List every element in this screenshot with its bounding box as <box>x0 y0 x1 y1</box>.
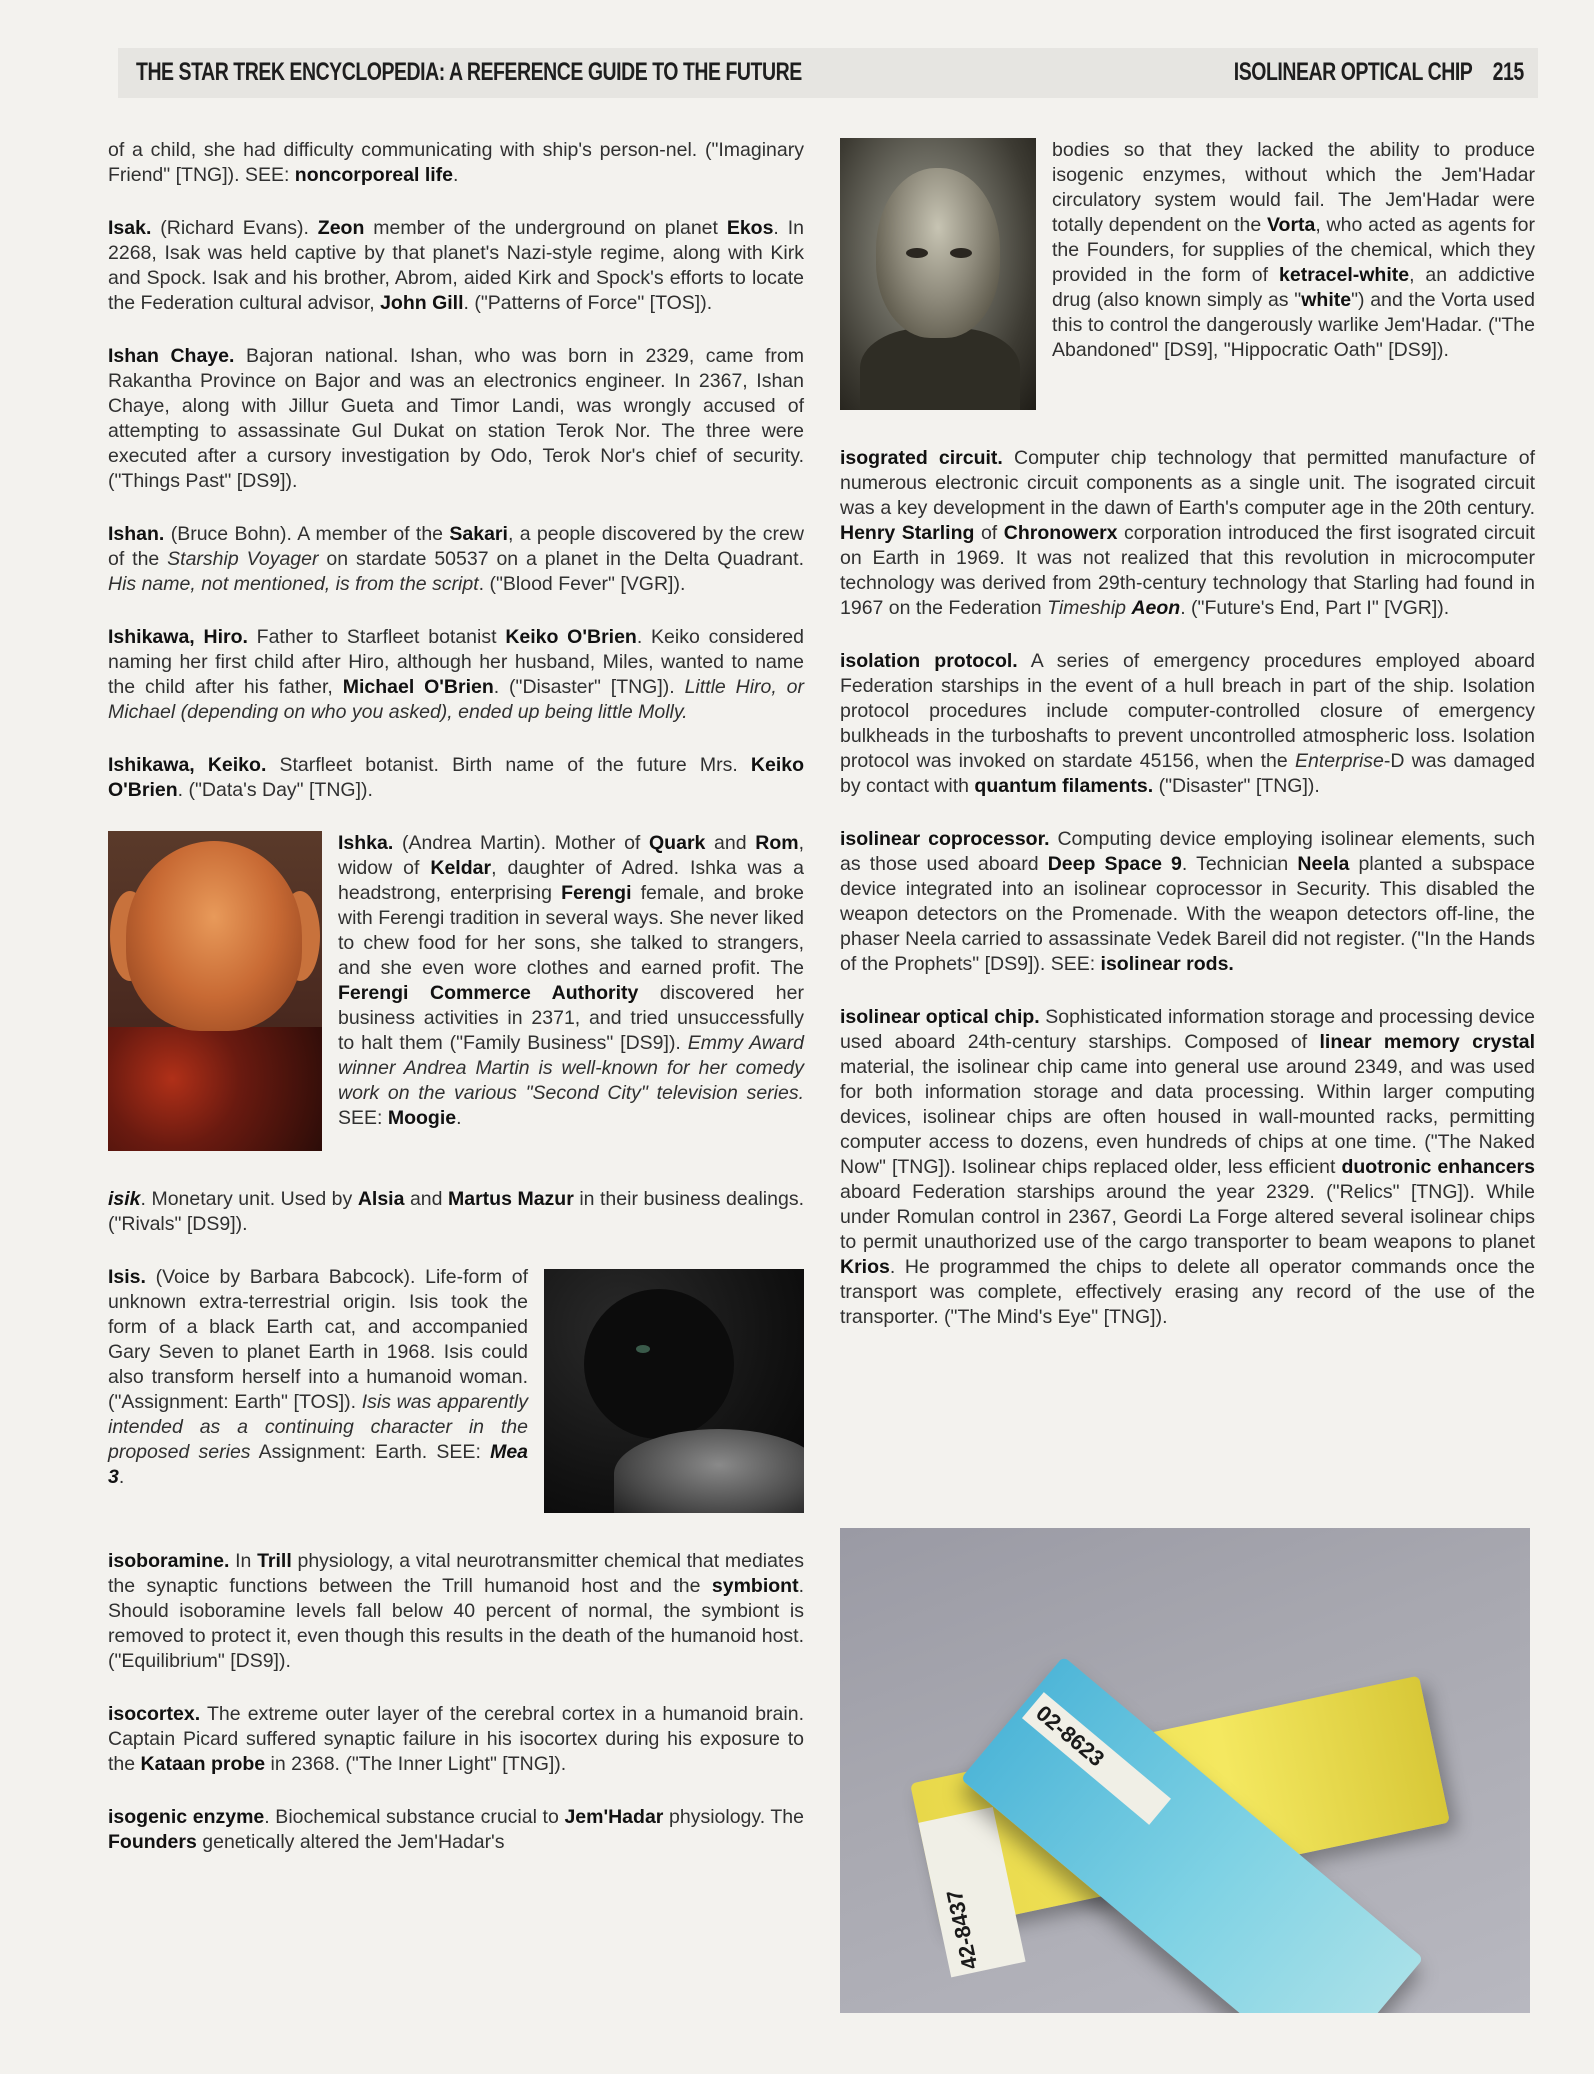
entry-ishan-chaye: Ishan Chaye. Bajoran national. Ishan, who was born in 2329, came from Rakantha Province on Bajor and was an electronics engineer. In 2367, Ishan Chaye, along with Jillur Gueta and Timor Landi, was wrongly accused of attempting to assassinate Gul Dukat on station Terok Nor. The three were executed after a cursory investigation by Odo, Terok Nor's chief of security. ("Things Past" [DS9]). <box>108 345 805 492</box>
right-column <box>840 138 1535 1358</box>
page-number: 215 <box>1492 58 1524 86</box>
blue-chip-label: 02-8623 <box>1022 1692 1171 1825</box>
entry-isogenic-enzyme-continued: bodies so that they lacked the ability to produce isogenic enzymes, without which the Jem'Hadar circulatory system would fail. The Jem'Hadar were totally dependent on the Vorta, who acted as agents for the Founders, for supplies of the chemical, which they provided in the form of ketracel-white, an addictive drug (also known simply as "white") and the Vorta used this to control the dangerously warlike Jem'Hadar. ("The Abandoned" [DS9], "Hippocratic Oath" [DS9]). <box>840 138 1535 418</box>
entry-isoboramine: isoboramine. In Trill physiology, a vital neurotransmitter chemical that mediates the synaptic functions between the Trill humanoid host and the symbiont. Should isoboramine levels fall below 40 percent of normal, the symbiont is removed to protect it, even though this results in the death of the humanoid host. ("Equilibrium" [DS9]). <box>108 1550 804 1672</box>
entry-isocortex: isocortex. The extreme outer layer of the cerebral cortex in a humanoid brain. Captain Picard suffered synaptic failure in his isocortex during his exposure to the Kataan probe in 2368. ("The Inner Light" [TNG]). <box>108 1703 804 1775</box>
entry-isolinear-optical-chip: isolinear optical chip. Sophisticated information storage and processing device used aboard 24th-century starships. Composed of linear memory crystal material, the isolinear chip came into general use around 2349, and was used for both information storage and data processing. Within larger computing devices, isolinear chips are often housed in wall-mounted racks, permitting computer access to dozens, even hundreds of chips at one time. ("The Naked Now" [TNG]). Isolinear chips replaced older, less efficient duotronic enhancers aboard Federation starships around the year 2329. ("Relics" [TNG]). While under Romulan control in 2367, Geordi La Forge altered several isolinear chips to permit unauthorized use of the cargo transporter to beam weapons to planet Krios. He programmed the chips to delete all operator commands once the transport was complete, effectively erasing any record of the use of the transporter. ("The Mind's Eye" [TNG]). <box>840 1006 1535 1328</box>
entry-isik: isik. Monetary unit. Used by Alsia and Martus Mazur in their business dealings. ("Rivals" [DS9]). <box>108 1188 804 1235</box>
entry-ishan: Ishan. (Bruce Bohn). A member of the Sakari, a people discovered by the crew of the Starship Voyager on stardate 50537 on a planet in the Delta Quadrant. His name, not mentioned, is from the script. ("Blood Fever" [VGR]). <box>108 523 804 595</box>
jem-hadar-photo <box>840 138 1036 410</box>
left-column <box>108 138 804 1883</box>
section-title: ISOLINEAR OPTICAL CHIP <box>1234 58 1473 86</box>
isis-cat-photo <box>544 1269 804 1513</box>
isolinear-chips-photo <box>840 1528 1530 2013</box>
entry-isis: Isis. (Voice by Barbara Babcock). Life-form of unknown extra-terrestrial origin. Isis took the form of a black Earth cat, and accompanied Gary Seven to planet Earth in 1968. Isis could also transform herself into a humanoid woman. ("Assignment: Earth" [TOS]). Isis was apparently intended as a continuing character in the proposed series Assignment: Earth. SEE: Mea 3. <box>108 1265 804 1521</box>
entry-isolinear-coprocessor: isolinear coprocessor. Computing device employing isolinear elements, such as those used aboard Deep Space 9. Technician Neela planted a subspace device integrated into an isolinear coprocessor in Security. This disabled the weapon detectors on the Promenade. With the weapon detectors off-line, the phaser Neela carried to assassinate Vedek Bareil did not register. ("In the Hands of the Prophets" [DS9]). SEE: isolinear rods. <box>840 828 1535 975</box>
entry-ishikawa-keiko: Ishikawa, Keiko. Starfleet botanist. Birth name of the future Mrs. Keiko O'Brien. ("Data's Day" [TNG]). <box>108 754 805 801</box>
ishka-photo <box>108 831 322 1151</box>
entry-continued: of a child, she had difficulty communicating with ship's person-nel. ("Imaginary Friend" [TNG]). SEE: noncorporeal life. <box>108 139 804 186</box>
book-title: THE STAR TREK ENCYCLOPEDIA: A REFERENCE GUIDE TO THE FUTURE <box>136 58 802 86</box>
entry-isograted-circuit: isograted circuit. Computer chip technology that permitted manufacture of numerous electronic circuit components as a single unit. The isograted circuit was a key development in the dawn of Earth's computer age in the 20th century. Henry Starling of Chronowerx corporation introduced the first isograted circuit on Earth in 1969. It was not realized that this revolution in microcomputer technology was derived from 29th-century technology that Starling had found in 1967 on the Federation Timeship Aeon. ("Future's End, Part I" [VGR]). <box>840 447 1536 619</box>
entry-isogenic-enzyme: isogenic enzyme. Biochemical substance crucial to Jem'Hadar physiology. The Founders genetically altered the Jem'Hadar's <box>108 1806 804 1853</box>
section-and-page <box>1234 58 1524 87</box>
yellow-chip-label: 42-8437 <box>918 1807 1025 1977</box>
entry-ishikawa-hiro: Ishikawa, Hiro. Father to Starfleet botanist Keiko O'Brien. Keiko considered naming her first child after Hiro, although her husband, Miles, wanted to name the child after his father, Michael O'Brien. ("Disaster" [TNG]). Little Hiro, or Michael (depending on who you asked), ended up being little Molly. <box>108 626 805 723</box>
entry-isak: Isak. (Richard Evans). Zeon member of the underground on planet Ekos. In 2268, Isak was held captive by that planet's Nazi-style regime, along with Kirk and Spock. Isak and his brother, Abrom, aided Kirk and Spock's efforts to locate the Federation cultural advisor, John Gill. ("Patterns of Force" [TOS]). <box>108 217 804 314</box>
running-header <box>118 48 1538 98</box>
entry-ishka: Ishka. (Andrea Martin). Mother of Quark and Rom, widow of Keldar, daughter of Adred. Ishka was a headstrong, enterprising Ferengi female, and broke with Ferengi tradition in several ways. She never liked to chew food for her sons, she talked to strangers, and she even wore clothes and earned profit. The Ferengi Commerce Authority discovered her business activities in 2371, and tried unsuccessfully to halt them ("Family Business" [DS9]). Emmy Award winner Andrea Martin is well-known for her comedy work on the various "Second City" television series. SEE: Moogie. <box>108 831 804 1159</box>
entry-isolation-protocol: isolation protocol. A series of emergency procedures employed aboard Federation starships in the event of a hull breach in part of the ship. Isolation protocol procedures include computer-controlled closure of emergency bulkheads in the turboshafts to prevent uncontrolled atmospheric loss. Isolation protocol was invoked on stardate 45156, when the Enterprise-D was damaged by contact with quantum filaments. ("Disaster" [TNG]). <box>840 650 1535 797</box>
